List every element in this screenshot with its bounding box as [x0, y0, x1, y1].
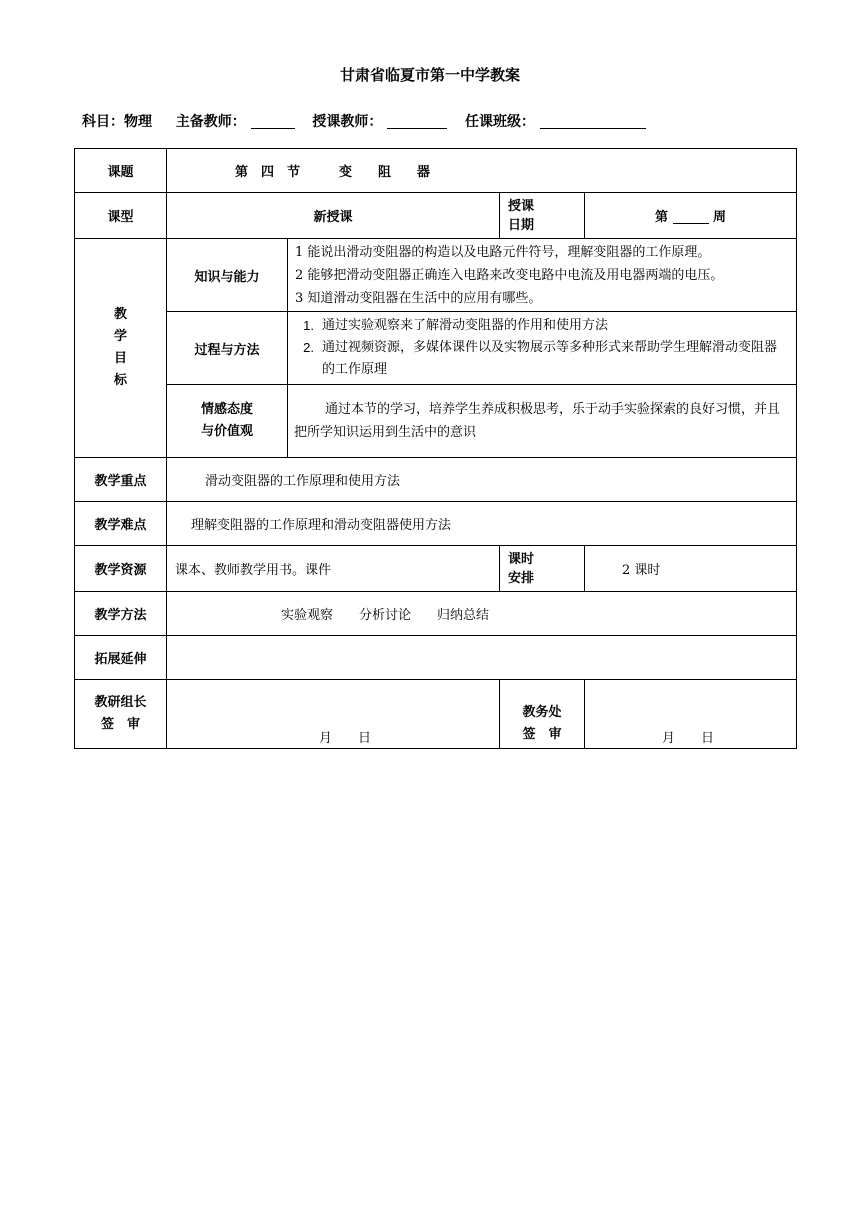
hours-label: 课时 安排 — [500, 546, 585, 592]
table-row — [75, 149, 797, 193]
method-label: 教学方法 — [75, 592, 167, 636]
table-row — [75, 636, 797, 680]
resources-label: 教学资源 — [75, 546, 167, 592]
office-signature-cell[interactable] — [585, 680, 797, 749]
knowledge-content — [288, 239, 797, 312]
class-label: 任课班级： — [465, 114, 535, 130]
list-text: 通过实验观察来了解滑动变阻器的作用和使用方法 — [322, 318, 609, 333]
list-item — [288, 315, 788, 337]
emotion-label-line: 与价值观 — [200, 424, 253, 439]
leader-label-line: 教研组长 — [94, 695, 147, 710]
class-field[interactable] — [540, 114, 646, 129]
method-value: 实验观察 分析讨论 归纳总结 — [167, 592, 797, 636]
list-number: 1. — [303, 318, 314, 333]
table-row — [75, 592, 797, 636]
hours-value: 2 课时 — [585, 546, 797, 592]
knowledge-item: 1 能说出滑动变阻器的构造以及电路元件符号，理解变阻器的工作原理。 — [295, 244, 711, 260]
emotion-label-line: 情感态度 — [200, 402, 253, 417]
emotion-label — [167, 385, 288, 458]
table-row — [75, 458, 797, 502]
subject-label: 科目：物理 — [82, 114, 152, 130]
leader-label — [75, 680, 167, 749]
knowledge-item: 2 能够把滑动变阻器正确连入电路来改变电路中电流及用电器两端的电压。 — [295, 267, 724, 283]
teacher-label: 授课教师： — [312, 114, 383, 130]
difficulty-label: 教学难点 — [75, 502, 167, 546]
list-item — [288, 337, 788, 381]
topic-label: 课题 — [75, 149, 167, 193]
lead-teacher-label: 主备教师： — [175, 114, 246, 130]
document-title: 甘肃省临夏市第一中学教案 — [339, 66, 520, 84]
resources-value: 课本、教师教学用书。课件 — [167, 546, 500, 592]
emotion-text: 通过本节的学习，培养学生养成积极思考，乐于动手实验探索的良好习惯，并且把所学知识运用到生活中的意识 — [288, 385, 797, 458]
date-label: 授课 日期 — [500, 193, 585, 239]
office-label — [500, 680, 585, 749]
leader-date: 月 日 — [319, 731, 372, 746]
document-meta — [82, 111, 646, 131]
process-content — [288, 312, 797, 385]
leader-label-line: 签 审 — [100, 717, 140, 732]
table-row — [75, 502, 797, 546]
week-suffix: 周 — [713, 210, 727, 225]
week-cell — [585, 193, 797, 239]
topic-value: 第 四 节 变 阻 器 — [167, 149, 797, 193]
extension-value[interactable] — [167, 636, 797, 680]
knowledge-label: 知识与能力 — [167, 239, 288, 312]
table-row — [75, 546, 797, 592]
week-field[interactable] — [673, 209, 709, 224]
teacher-field[interactable] — [387, 114, 447, 129]
table-row — [75, 385, 797, 458]
office-date: 月 日 — [662, 731, 715, 746]
office-label-line: 签 审 — [522, 727, 562, 742]
key-label: 教学重点 — [75, 458, 167, 502]
table-row — [75, 193, 797, 239]
knowledge-item: 3 知道滑动变阻器在生活中的应用有哪些。 — [295, 290, 542, 306]
leader-signature-cell[interactable] — [167, 680, 500, 749]
list-text: 通过视频资源，多媒体课件以及实物展示等多种形式来帮助学生理解滑动变阻器的工作原理 — [322, 340, 778, 377]
list-number: 2. — [303, 340, 314, 355]
type-label: 课型 — [75, 193, 167, 239]
table-row — [75, 312, 797, 385]
type-value: 新授课 — [167, 193, 500, 239]
lesson-plan-table — [74, 148, 797, 749]
week-prefix: 第 — [654, 210, 668, 225]
key-value: 滑动变阻器的工作原理和使用方法 — [167, 458, 797, 502]
table-row — [75, 239, 797, 312]
goals-label: 教 学 目 标 — [75, 239, 167, 458]
difficulty-value: 理解变阻器的工作原理和滑动变阻器使用方法 — [167, 502, 797, 546]
office-label-line: 教务处 — [522, 705, 562, 720]
process-label: 过程与方法 — [167, 312, 288, 385]
extension-label: 拓展延伸 — [75, 636, 167, 680]
lead-teacher-field[interactable] — [251, 114, 295, 129]
table-row — [75, 680, 797, 749]
